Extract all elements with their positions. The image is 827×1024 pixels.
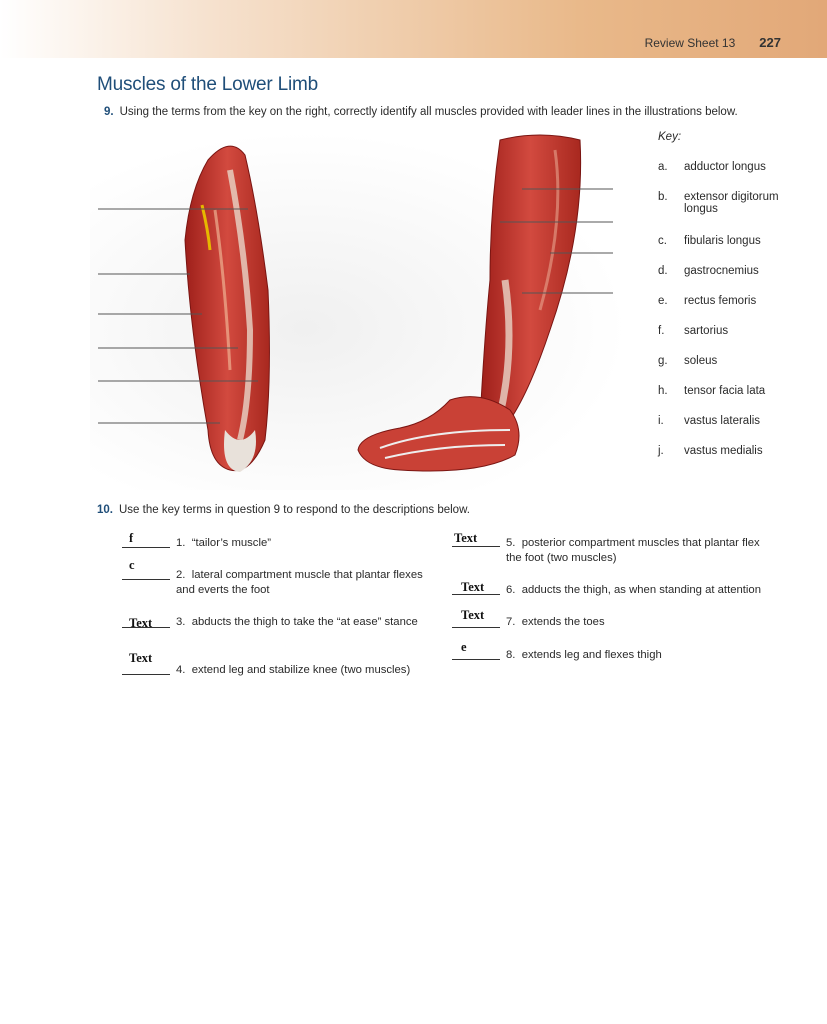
question-text: Using the terms from the key on the right, correctly identify all muscles provided with leader lines in the illustrations below. (119, 106, 738, 118)
answer-text: Text (461, 580, 485, 594)
key-letter: j. (658, 445, 664, 457)
key-term: vastus medialis (684, 445, 763, 457)
question-10 (97, 504, 470, 516)
key-item (658, 161, 784, 173)
key-letter: c. (658, 235, 667, 247)
item-description: 6. adducts the thigh, as when standing at attention (506, 584, 761, 596)
answer-text: f (129, 531, 134, 545)
answer-blank[interactable] (122, 547, 170, 548)
key-term: fibularis longus (684, 235, 761, 247)
key-item (658, 445, 784, 457)
key-item (658, 235, 784, 247)
key-letter: i. (658, 415, 664, 427)
answer-text: c (129, 558, 135, 572)
answer-blank[interactable] (452, 627, 500, 628)
answer-blank[interactable] (452, 546, 500, 547)
item-description: 2. lateral compartment muscle that plantar flexes and everts the foot (176, 569, 423, 596)
question-number: 10. (97, 504, 113, 516)
key-letter: a. (658, 161, 668, 173)
key-item (658, 355, 784, 367)
item-description: 7. extends the toes (506, 616, 605, 628)
key-item (658, 265, 784, 277)
answer-text: Text (129, 616, 153, 630)
answer-blank[interactable] (452, 659, 500, 660)
item-description: 4. extend leg and stabilize knee (two muscles) (176, 664, 411, 676)
answer-blank[interactable] (122, 579, 170, 580)
key-letter: d. (658, 265, 668, 277)
item-description: 5. posterior compartment muscles that plantar flex the foot (two muscles) (506, 537, 760, 564)
key-term: adductor longus (684, 161, 766, 173)
section-title: Muscles of the Lower Limb (97, 74, 318, 95)
answer-text: e (461, 640, 467, 654)
key-term: vastus lateralis (684, 415, 761, 427)
key-item (658, 325, 784, 337)
running-head (645, 35, 781, 50)
answer-text: Text (454, 531, 478, 545)
key-letter: f. (658, 325, 665, 337)
key-letter: g. (658, 355, 668, 367)
key-item (658, 385, 784, 397)
leg-foot-illustration (340, 130, 630, 490)
question-number: 9. (104, 106, 114, 118)
key-title: Key: (658, 131, 682, 143)
key-letter: b. (658, 191, 668, 203)
running-head-title: Review Sheet 13 (644, 36, 736, 50)
key-item (658, 415, 784, 427)
item-description: 8. extends leg and flexes thigh (506, 649, 662, 661)
question-text: Use the key terms in question 9 to respond to the descriptions below. (119, 504, 470, 516)
key-letter: e. (658, 295, 668, 307)
question-9 (104, 106, 738, 118)
page-number: 227 (759, 35, 781, 50)
key-letter: h. (658, 385, 668, 397)
key-term: soleus (684, 355, 718, 367)
key-term: tensor facia lata (684, 385, 766, 397)
key-item (658, 295, 784, 307)
key-term: extensor digitorum longus (684, 191, 779, 215)
key-term: sartorius (684, 325, 729, 337)
item-description: 3. abducts the thigh to take the “at ease” stance (176, 616, 418, 628)
key-item (658, 191, 784, 215)
item-description: 1. “tailor’s muscle” (176, 537, 272, 549)
answer-blank[interactable] (122, 674, 170, 675)
answer-text: Text (129, 651, 153, 665)
key-term: rectus femoris (684, 295, 757, 307)
answer-text: Text (461, 608, 485, 622)
key-term: gastrocnemius (684, 265, 759, 277)
